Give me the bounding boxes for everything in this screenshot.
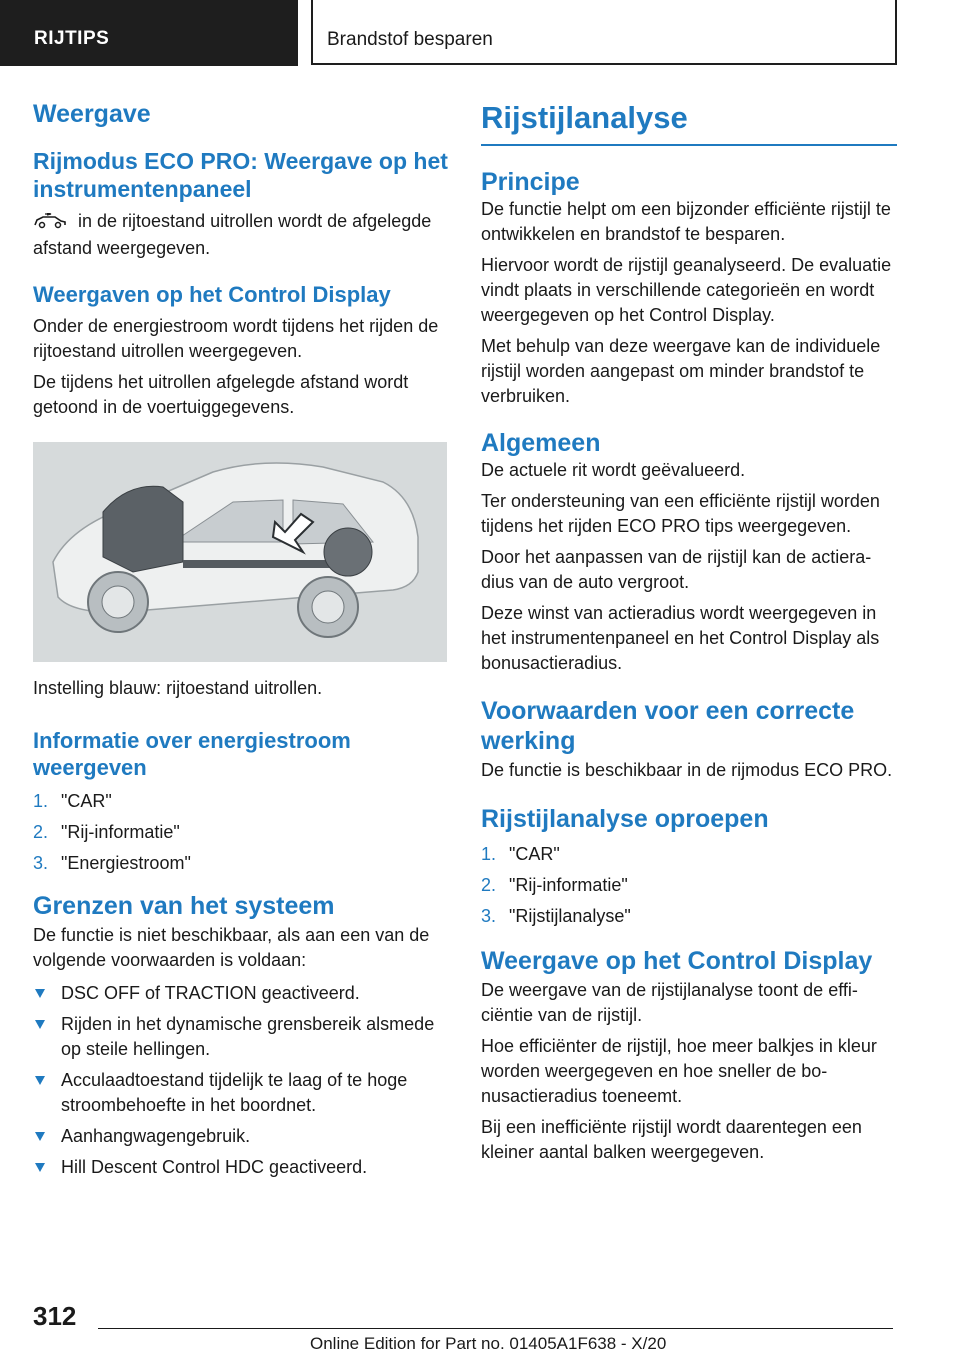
list-item: Aanhangwagengebruik. [33,1124,449,1149]
heading-weergave: Weergave [33,100,151,128]
right-column [481,100,897,1165]
heading-weergave-cd: Weergave op het Control Display [481,947,873,975]
cd-paragraph-2: De tijdens het uitrollen afgelegde afstand wordt getoond in de voertuiggegevens. [33,372,409,417]
algemeen-paragraph-4: Deze winst van actieradius wordt weergegeven in het instrumentenpaneel en het Control Display als bonusactieradius. [481,603,880,673]
list-item: 2. "Rij-informatie" [33,822,180,842]
list-item: 3. "Rijstijlanalyse" [481,906,631,926]
footer-divider [98,1328,893,1329]
triangle-bullet-icon [35,1020,45,1029]
principe-paragraph-3: Met behulp van deze weergave kan de individuele rijstijl worden aangepast om minder brandstof te verbruiken. [481,336,881,406]
voorwaarden-paragraph: De functie is beschikbaar in de rijmodus ECO PRO. [481,760,893,780]
car-illustration [33,442,447,662]
heading-voorwaarden: Voorwaarden voor een correcte werking [481,697,855,755]
list-item: DSC OFF of TRACTION geactiveerd. [33,981,449,1006]
image-caption: Instelling blauw: rijtoestand uitrollen. [33,678,323,698]
grenzen-paragraph: De functie is niet beschikbaar, als aan een van de volgende voorwaarden is voldaan: [33,925,430,970]
list-item: 1. "CAR" [481,844,560,864]
cd-paragraph-1: Onder de energiestroom wordt tijdens het rijden de rijtoestand uitrollen weergegeven. [33,316,439,361]
heading-eco-pro: Rijmodus ECO PRO: Weergave op het instrumentenpaneel [33,148,448,202]
heading-grenzen: Grenzen van het systeem [33,892,335,920]
heading-algemeen: Algemeen [481,429,601,457]
list-item: Acculaadtoestand tijdelijk te laag of te hoge stroombehoefte in het boordnet. [33,1068,449,1118]
weergave-paragraph-3: Bij een inefficiënte rijstijl wordt daarentegen een kleiner aantal balken weergegeven. [481,1117,862,1162]
eco-paragraph: in de rijtoestand uitrollen wordt de afgelegde afstand weergegeven. [33,211,432,258]
weergave-paragraph-1: De weergave van de rijstijlanalyse toont de efficiëntie van de rijstijl. [481,980,858,1025]
principe-paragraph-1: De functie helpt om een bijzonder efficiënte rijstijl te ontwikkelen en brandstof te besparen. [481,199,891,244]
heading-principe: Principe [481,168,580,196]
list-item: 3. "Energiestroom" [33,853,191,873]
algemeen-paragraph-2: Ter ondersteuning van een efficiënte rijstijl worden tijdens het rijden ECO PRO tips weergegeven. [481,491,880,536]
page-number: 312 [33,1301,77,1331]
left-column [33,100,449,1186]
triangle-bullet-icon [35,1163,45,1172]
grenzen-bullets [33,981,449,1180]
triangle-bullet-icon [35,989,45,998]
list-item: 2. "Rij-informatie" [481,875,628,895]
heading-rijstijlanalyse: Rijstijlanalyse [481,100,897,146]
chapter-tab [311,0,897,65]
car-coasting-icon [33,211,67,236]
section-tab [0,0,298,66]
weergave-paragraph-2: Hoe efficiënter de rijstijl, hoe meer balkjes in kleur worden weergegeven en hoe sneller de bonusactieradius toeneemt. [481,1036,877,1106]
heading-energiestroom: Informatie over energiestroom weergeven [33,728,351,780]
principe-paragraph-2: Hiervoor wordt de rijstijl geanalyseerd. De evaluatie vindt plaats in verschillende categorieën en wordt weergegeven op het Control Display. [481,255,892,325]
edition-text: Online Edition for Part no. 01405A1F638 - X/20 [310,1334,667,1353]
heading-control-display: Weergaven op het Control Display [33,282,391,307]
section-title: RIJTIPS [34,28,110,49]
triangle-bullet-icon [35,1132,45,1141]
chapter-title: Brandstof besparen [327,29,493,50]
triangle-bullet-icon [35,1076,45,1085]
algemeen-paragraph-3: Door het aanpassen van de rijstijl kan de actieradius van de auto vergroot. [481,547,872,592]
list-item: Hill Descent Control HDC geactiveerd. [33,1155,449,1180]
list-item: Rijden in het dynamische grensbereik alsmede op steile hellingen. [33,1012,449,1062]
oproepen-steps [481,842,897,929]
algemeen-paragraph-1: De actuele rit wordt geëvalueerd. [481,460,746,480]
energiestroom-steps [33,789,449,876]
heading-oproepen: Rijstijlanalyse oproepen [481,805,769,833]
list-item: 1. "CAR" [33,791,112,811]
